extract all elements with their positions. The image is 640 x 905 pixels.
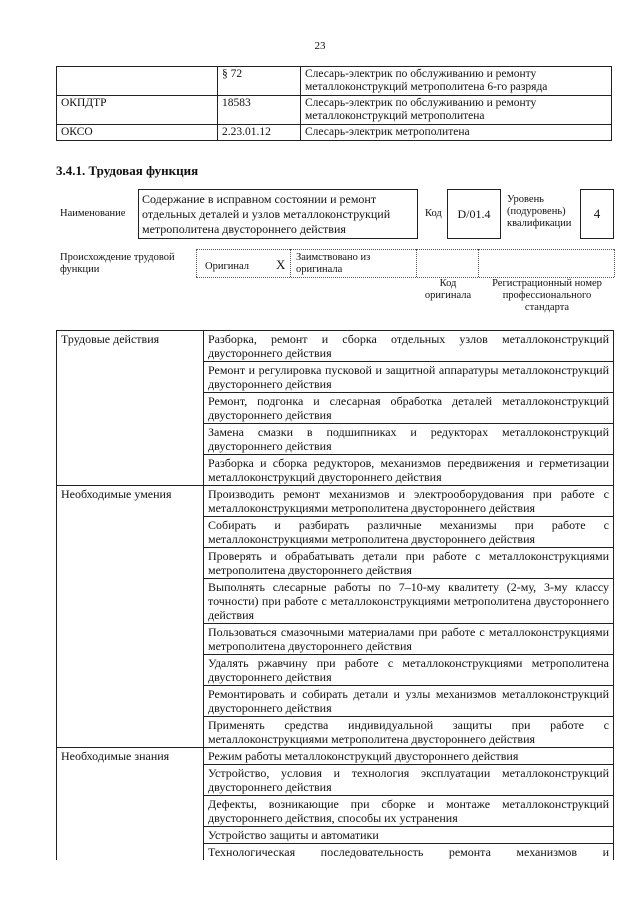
table-cell: Слесарь-электрик метрополитена bbox=[301, 125, 612, 141]
function-name-box: Содержание в исправном состоянии и ремонт отдельных деталей и узлов металлоконструкций метрополитена двустороннего действия bbox=[138, 189, 418, 239]
origin-divider bbox=[196, 249, 614, 250]
list-item: Выполнять слесарные работы по 7–10-му квалитету (2-му, 3-му классу точности) при работе с металлоконструкциями метрополитена двустороннего действия bbox=[204, 579, 614, 624]
code-original-caption: Код оригинала bbox=[424, 278, 472, 301]
list-item: Собирать и разбирать различные механизмы при работе с металлоконструкциями метрополитена двустороннего действия bbox=[204, 517, 614, 548]
list-item: Применять средства индивидуальной защиты при работе с металлоконструкциями метрополитена двустороннего действия bbox=[204, 717, 614, 748]
section-cell-skills: Необходимые умения bbox=[57, 486, 204, 748]
table-cell: Слесарь-электрик по обслуживанию и ремонту металлоконструкций метрополитена bbox=[301, 96, 612, 125]
section-cell-knowledge: Необходимые знания bbox=[57, 748, 204, 861]
name-label: Наименование bbox=[60, 208, 126, 219]
list-item: Ремонт, подгонка и слесарная обработка деталей металлоконструкций двустороннего действия bbox=[204, 393, 614, 424]
section-cell-actions: Трудовые действия bbox=[57, 331, 204, 486]
table-row bbox=[57, 67, 612, 96]
origin-divider bbox=[614, 249, 615, 277]
page-number: 23 bbox=[314, 40, 326, 52]
table-cell bbox=[57, 67, 218, 96]
list-item: Удалять ржавчину при работе с металлоконструкциями метрополитена двустороннего действия bbox=[204, 655, 614, 686]
list-item: Замена смазки в подшипниках и редукторах металлоконструкций двустороннего действия bbox=[204, 424, 614, 455]
level-value-box: 4 bbox=[580, 189, 614, 239]
list-item: Производить ремонт механизмов и электрооборудования при работе с металлоконструкциями метрополитена двустороннего действия bbox=[204, 486, 614, 517]
table-cell: ОКПДТР bbox=[57, 96, 218, 125]
list-item: Разборка, ремонт и сборка отдельных узлов металлоконструкций двустороннего действия bbox=[204, 331, 614, 362]
table-row bbox=[57, 486, 614, 517]
origin-divider bbox=[416, 249, 417, 277]
table-row bbox=[57, 748, 614, 765]
level-label: Уровень (подуровень) квалификации bbox=[507, 194, 572, 229]
list-item: Ремонт и регулировка пусковой и защитной аппаратуры металлоконструкций двустороннего действия bbox=[204, 362, 614, 393]
borrowed-label: Заимствовано из оригинала bbox=[296, 252, 371, 275]
list-item: Проверять и обрабатывать детали при работе с металлоконструкциями метрополитена двустороннего действия bbox=[204, 548, 614, 579]
table-cell: § 72 bbox=[218, 67, 301, 96]
list-item: Устройство защиты и автоматики bbox=[204, 827, 614, 844]
table-cell: 2.23.01.12 bbox=[218, 125, 301, 141]
classification-table bbox=[56, 66, 612, 141]
origin-label: Происхождение трудовой функции bbox=[60, 252, 175, 275]
section-title: 3.4.1. Трудовая функция bbox=[56, 163, 199, 178]
list-item: Разборка и сборка редукторов, механизмов передвижения и герметизации металлоконструкций двустороннего действия bbox=[204, 455, 614, 486]
list-item: Устройство, условия и технология эксплуатации металлоконструкций двустороннего действия bbox=[204, 765, 614, 796]
table-row bbox=[57, 331, 614, 362]
table-row bbox=[57, 125, 612, 141]
table-cell: Слесарь-электрик по обслуживанию и ремонту металлоконструкций метрополитена 6-го разряда bbox=[301, 67, 612, 96]
list-item: Режим работы металлоконструкций двустороннего действия bbox=[204, 748, 614, 765]
function-details-table bbox=[56, 330, 614, 860]
code-label: Код bbox=[425, 208, 442, 219]
original-mark: X bbox=[276, 257, 286, 272]
list-item: Ремонтировать и собирать детали и узлы механизмов металлоконструкций двустороннего действия bbox=[204, 686, 614, 717]
table-cell: ОКСО bbox=[57, 125, 218, 141]
list-item: Пользоваться смазочными материалами при работе с металлоконструкциями метрополитена двустороннего действия bbox=[204, 624, 614, 655]
origin-divider bbox=[478, 249, 479, 277]
origin-divider bbox=[196, 249, 197, 277]
list-item: Дефекты, возникающие при сборке и монтаже металлоконструкций двустороннего действия, способы их устранения bbox=[204, 796, 614, 827]
code-value-box: D/01.4 bbox=[447, 189, 501, 239]
original-label: Оригинал bbox=[205, 261, 249, 272]
table-row bbox=[57, 96, 612, 125]
list-item: Технологическая последовательность ремонта механизмов и bbox=[204, 844, 614, 861]
origin-divider bbox=[290, 249, 291, 277]
table-cell: 18583 bbox=[218, 96, 301, 125]
reg-number-caption: Регистрационный номер профессионального стандарта bbox=[492, 278, 602, 313]
